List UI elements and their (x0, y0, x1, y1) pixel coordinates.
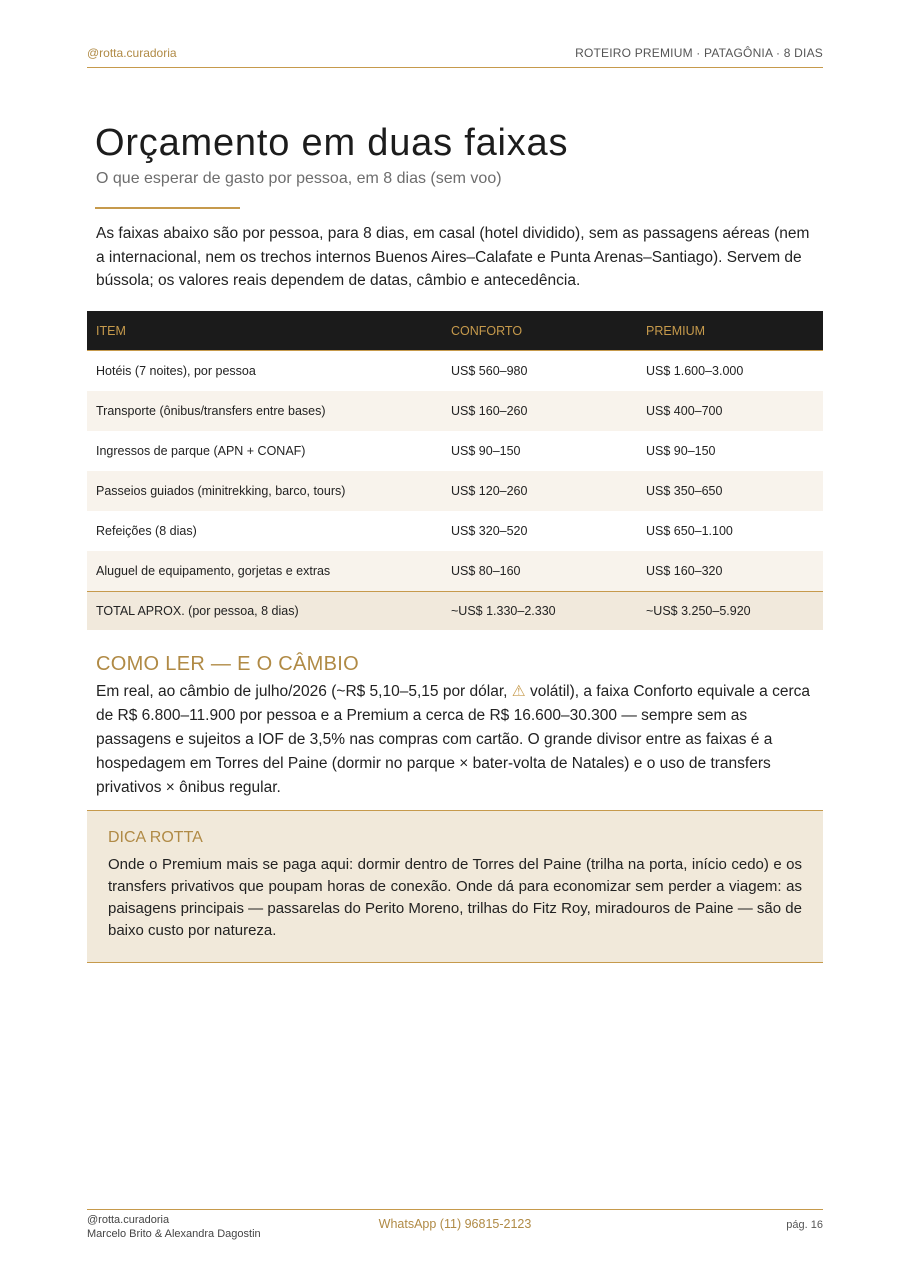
tip-body: Onde o Premium mais se paga aqui: dormir dentro de Torres del Paine (trilha na porta, início cedo) e os transfers privativos que poupam horas de conexão. Onde dá para economizar sem perder a viagem: as paisagens principais — passarelas do Perito Moreno, trilhas do Fitz Roy, miradouros de Paine — são de baixo custo por natureza. (108, 856, 802, 939)
cell-premium: US$ 1.600–3.000 (646, 364, 744, 378)
table-header-row (87, 311, 823, 351)
total-conforto: ~US$ 1.330–2.330 (442, 592, 637, 631)
page-number: pág. 16 (786, 1219, 823, 1231)
cell-premium: US$ 160–320 (637, 551, 823, 592)
cell-conforto: US$ 120–260 (442, 471, 637, 511)
cell-item: Transporte (ônibus/transfers entre bases) (87, 391, 442, 431)
section-text-end: volátil), a faixa Conforto equivale a cerca de R$ 6.800–11.900 por pessoa e a Premium a cerca de R$ 16.600–30.300 — sempre sem as passagens e sujeitos a IOF de 3,5% nas compras com cartão. O grande divisor entre as faixas é a hospedagem em Torres del Paine (dormir no parque × bater-volta de Natales) e o uso de transfers privativos × ônibus regular. (96, 683, 810, 796)
table-total-row (87, 592, 823, 631)
cell-premium: US$ 400–700 (637, 391, 823, 431)
tip-label: DICA ROTTA (108, 829, 203, 846)
warning-icon: ⚠ (511, 683, 526, 700)
table-row (87, 511, 823, 551)
table-row (87, 431, 823, 471)
table-row (87, 471, 823, 511)
page-footer (87, 1209, 823, 1245)
budget-table (87, 311, 823, 630)
section-text-start: Em real, ao câmbio de julho/2026 (~R$ 5,10–5,15 por dólar, (96, 683, 512, 700)
cell-premium: US$ 90–150 (646, 444, 716, 458)
table-row (87, 551, 823, 592)
cell-conforto: US$ 320–520 (451, 524, 528, 538)
cell-conforto: US$ 160–260 (442, 391, 637, 431)
section-heading: COMO LER — E O CÂMBIO (96, 653, 359, 675)
column-header-premium: PREMIUM (637, 311, 823, 351)
footer-brand: @rotta.curadoria (87, 1214, 170, 1226)
column-header-item: ITEM (87, 311, 442, 351)
header-brand: @rotta.curadoria (87, 46, 177, 60)
footer-contact: WhatsApp (11) 96815-2123 (378, 1217, 532, 1231)
page-header (87, 46, 823, 68)
cell-premium: US$ 650–1.100 (646, 524, 733, 538)
header-doc-title: ROTEIRO PREMIUM · PATAGÔNIA · 8 DIAS (575, 46, 823, 60)
cell-premium: US$ 350–650 (637, 471, 823, 511)
cell-item: Aluguel de equipamento, gorjetas e extras (87, 551, 442, 592)
cell-item: Hotéis (7 noites), por pessoa (96, 364, 256, 378)
page-title: Orçamento em duas faixas (95, 122, 569, 164)
section-paragraph (96, 680, 818, 800)
cell-item: Ingressos de parque (APN + CONAF) (96, 444, 306, 458)
cell-conforto: US$ 90–150 (451, 444, 521, 458)
total-premium: ~US$ 3.250–5.920 (637, 592, 823, 631)
intro-paragraph: As faixas abaixo são por pessoa, para 8 dias, em casal (hotel dividido), sem as passagens aéreas (nem a internacional, nem os trechos internos Buenos Aires–Calafate e Punta Arenas–Santiago). Servem de bússola; os valores reais dependem de datas, câmbio e antecedência. (96, 225, 810, 289)
total-label: TOTAL APROX. (por pessoa, 8 dias) (87, 592, 442, 631)
cell-conforto: US$ 80–160 (442, 551, 637, 592)
page-subtitle: O que esperar de gasto por pessoa, em 8 dias (sem voo) (96, 170, 502, 187)
footer-authors: Marcelo Brito & Alexandra Dagostin (87, 1228, 261, 1240)
cell-item: Refeições (8 dias) (96, 524, 197, 538)
column-header-conforto: CONFORTO (442, 311, 637, 351)
table-row (87, 351, 823, 392)
table-row (87, 391, 823, 431)
title-divider (95, 207, 240, 209)
cell-conforto: US$ 560–980 (451, 364, 528, 378)
cell-item: Passeios guiados (minitrekking, barco, tours) (87, 471, 442, 511)
tip-box (87, 810, 823, 963)
